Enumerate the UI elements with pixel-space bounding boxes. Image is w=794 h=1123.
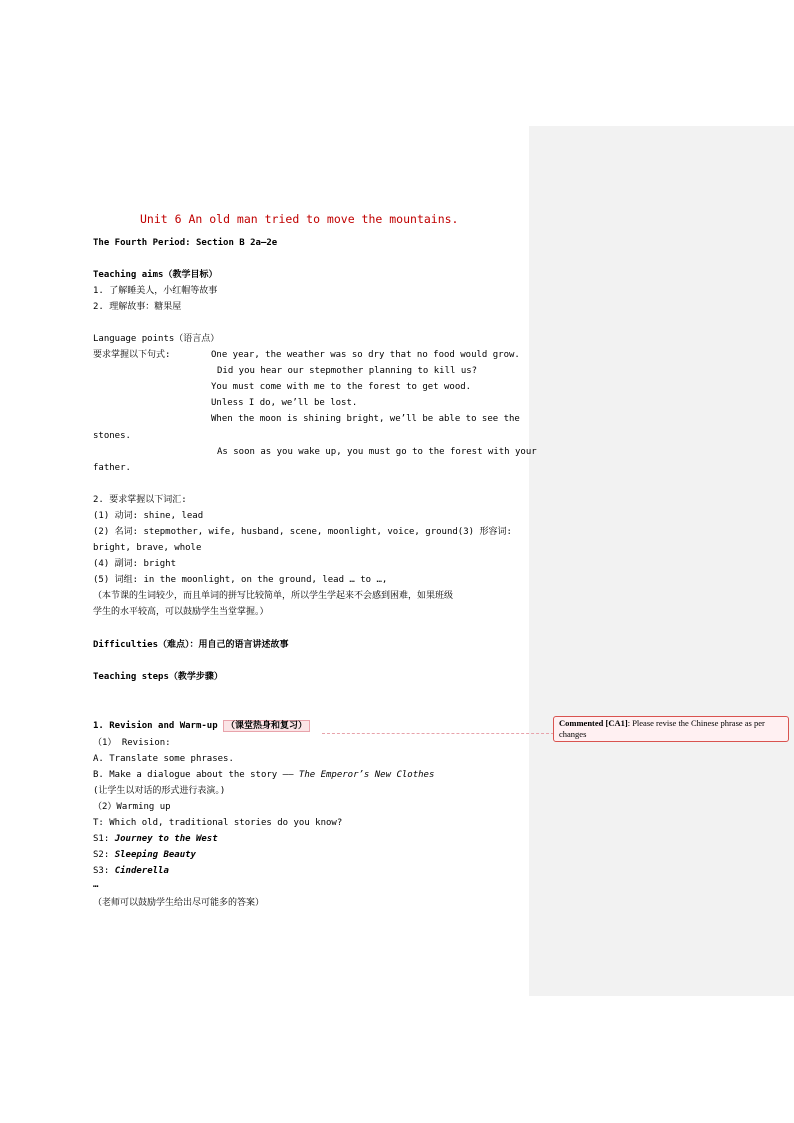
step-line: (让学生以对话的形式进行表演。)	[93, 786, 226, 796]
vocabulary-note: （本节课的生词较少，而且单词的拼写比较简单，所以学生学起来不会感到困难，如果班级	[93, 591, 454, 601]
comment-balloon[interactable]	[553, 716, 789, 742]
vocabulary-item: (2) 名词: stepmother, wife, husband, scene, moonlight, voice, ground(3) 形容词:	[93, 527, 512, 537]
vocabulary-note: 学生的水平较高，可以鼓励学生当堂掌握。）	[93, 607, 269, 617]
teacher-note: （老师可以鼓励学生给出尽可能多的答案）	[93, 898, 265, 908]
sentence-item: stones.	[93, 431, 131, 441]
sentence-item: Did you hear our stepmother planning to kill us?	[217, 366, 478, 376]
step-line: T: Which old, traditional stories do you know?	[93, 818, 343, 828]
student-answer	[93, 833, 218, 845]
vocabulary-item: (4) 副词: bright	[93, 559, 177, 569]
aim-item: 2. 理解故事：糖果屋	[93, 302, 182, 312]
comment-connector-line	[322, 733, 554, 735]
teaching-steps-heading: Teaching steps（教学步骤）	[93, 672, 223, 682]
step1-title: 1. Revision and Warm-up	[93, 721, 218, 731]
story-title: Journey to the West	[114, 834, 218, 844]
story-title: The Emperor’s New Clothes	[298, 770, 435, 780]
sentence-patterns-label: 要求掌握以下句式:	[93, 350, 171, 360]
vocabulary-item: (5) 词组: in the moonlight, on the ground, lead … to …,	[93, 575, 388, 585]
student-answer	[93, 865, 169, 877]
sentence-item: father.	[93, 463, 131, 473]
speaker-label: S1:	[93, 834, 115, 844]
vocabulary-heading: 2. 要求掌握以下词汇:	[93, 495, 187, 505]
comment-author: Commented [CA1]	[559, 718, 628, 728]
sentence-item: When the moon is shining bright, we’ll be able to see the	[211, 414, 520, 424]
student-answer	[93, 849, 196, 861]
sentence-item: As soon as you wake up, you must go to the forest with your	[217, 447, 537, 457]
sentence-item: Unless I do, we’ll be lost.	[211, 398, 358, 408]
step-line-text: B. Make a dialogue about the story ——	[93, 770, 299, 780]
language-points-heading: Language points（语言点）	[93, 334, 220, 344]
vocabulary-item: bright, brave, whole	[93, 543, 202, 553]
step-line	[93, 769, 434, 781]
document-title: Unit 6 An old man tried to move the mountains.	[140, 212, 459, 226]
vocabulary-item: (1) 动词: shine, lead	[93, 511, 204, 521]
comment-margin-pane	[529, 126, 794, 996]
difficulties-heading: Difficulties（难点）：用自己的语言讲述故事	[93, 640, 289, 650]
story-title: Cinderella	[114, 866, 169, 876]
step-line: （1） Revision:	[93, 738, 171, 748]
speaker-label: S2:	[93, 850, 115, 860]
step1-heading	[93, 720, 310, 732]
sentence-item: One year, the weather was so dry that no food would grow.	[211, 350, 520, 360]
step-line: （2）Warming up	[93, 802, 171, 812]
sentence-item: You must come with me to the forest to get wood.	[211, 382, 472, 392]
step-line: A. Translate some phrases.	[93, 754, 234, 764]
aims-heading: Teaching aims（教学目标）	[93, 270, 218, 280]
speaker-label: S3:	[93, 866, 115, 876]
story-title: Sleeping Beauty	[114, 850, 196, 860]
comment-text: : Please revise the Chinese phrase as per changes	[559, 718, 765, 739]
commented-phrase[interactable]: （课堂热身和复习）	[223, 720, 310, 732]
aim-item: 1. 了解睡美人，小红帽等故事	[93, 286, 218, 296]
ellipsis: …	[93, 880, 99, 890]
period-heading: The Fourth Period: Section B 2a—2e	[93, 238, 278, 248]
